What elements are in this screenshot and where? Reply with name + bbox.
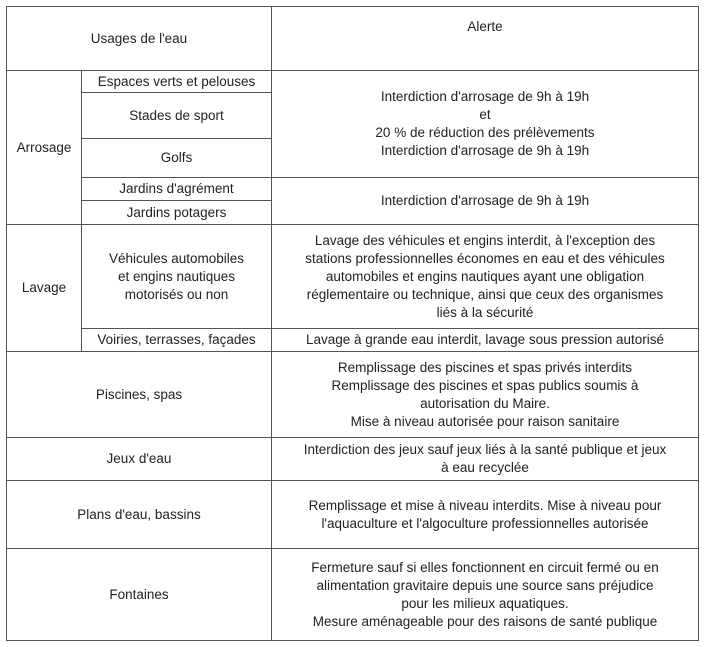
alerte-line: Remplissage des piscines et spas publics soumis à	[331, 377, 639, 393]
usage-vehicules	[82, 225, 272, 329]
usage-line: motorisés ou non	[124, 286, 229, 302]
alerte-arrosage-1	[272, 71, 699, 178]
alerte-line: Interdiction d'arrosage de 9h à 19h	[380, 143, 590, 158]
alerte-line: Fermeture sauf si elles fonctionnent en circuit fermé ou en	[311, 559, 659, 575]
alerte-fontaines	[272, 549, 699, 641]
row-vehicules	[7, 225, 699, 329]
usage-espaces-verts: Espaces verts et pelouses	[82, 71, 272, 93]
row-fontaines	[7, 549, 699, 641]
category-arrosage: Arrosage	[7, 71, 82, 225]
alerte-line: et	[479, 107, 491, 122]
row-plans	[7, 481, 699, 549]
alerte-voiries: Lavage à grande eau interdit, lavage sous pression autorisé	[272, 329, 699, 352]
header-usages: Usages de l'eau	[7, 7, 272, 71]
alerte-plans	[272, 481, 699, 549]
usage-plans: Plans d'eau, bassins	[7, 481, 272, 549]
usage-line: et engins nautiques	[117, 268, 236, 284]
usage-golfs: Golfs	[82, 139, 272, 178]
alerte-line: l'aquaculture et l'algoculture professionnelles autorisée	[321, 515, 649, 531]
alerte-line: automobiles et engins nautiques ayant une obligation	[325, 268, 645, 284]
alerte-line: stations professionnelles économes en eau et des véhicules	[305, 250, 665, 266]
usage-stades: Stades de sport	[82, 93, 272, 139]
header-row	[7, 7, 699, 71]
usage-jardins-potagers: Jardins potagers	[82, 201, 272, 225]
header-alerte: Alerte	[272, 7, 699, 71]
row-jardins-agrement	[7, 178, 699, 201]
alerte-line: autorisation du Maire.	[420, 395, 550, 411]
usage-voiries: Voiries, terrasses, façades	[82, 329, 272, 352]
alerte-piscines	[272, 352, 699, 438]
alerte-line: Mise à niveau autorisée pour raison sanitaire	[350, 413, 620, 429]
alerte-jeux	[272, 438, 699, 481]
category-lavage: Lavage	[7, 225, 82, 352]
water-restrictions-table	[6, 6, 699, 641]
alerte-line: Lavage des véhicules et engins interdit, à l'exception des	[314, 232, 656, 248]
alerte-line: liés à la sécurité	[436, 304, 534, 320]
usage-jardins-agrement: Jardins d'agrément	[82, 178, 272, 201]
alerte-line: Mesure aménageable pour des raisons de santé publique	[312, 613, 658, 629]
alerte-vehicules	[272, 225, 699, 329]
alerte-line: à eau recyclée	[441, 460, 529, 475]
alerte-line: alimentation gravitaire depuis une source sans préjudice	[316, 577, 654, 593]
usage-jeux: Jeux d'eau	[7, 438, 272, 481]
alerte-arrosage-2: Interdiction d'arrosage de 9h à 19h	[272, 178, 699, 225]
row-voiries	[7, 329, 699, 352]
usage-line: Véhicules automobiles	[108, 250, 245, 266]
alerte-line: Remplissage des piscines et spas privés interdits	[337, 359, 633, 375]
alerte-line: Remplissage et mise à niveau interdits. Mise à niveau pour	[308, 497, 662, 513]
row-jeux	[7, 438, 699, 481]
alerte-line: pour les milieux aquatiques.	[401, 595, 569, 611]
alerte-line: Interdiction des jeux sauf jeux liés à la santé publique et jeux	[303, 442, 667, 457]
usage-piscines: Piscines, spas	[7, 352, 272, 438]
row-piscines	[7, 352, 699, 438]
alerte-line: Interdiction d'arrosage de 9h à 19h	[380, 89, 590, 104]
usage-fontaines: Fontaines	[7, 549, 272, 641]
row-espaces-verts	[7, 71, 699, 93]
alerte-line: 20 % de réduction des prélèvements	[375, 125, 595, 140]
alerte-line: réglementaire ou technique, ainsi que ceux des organismes	[306, 286, 664, 302]
